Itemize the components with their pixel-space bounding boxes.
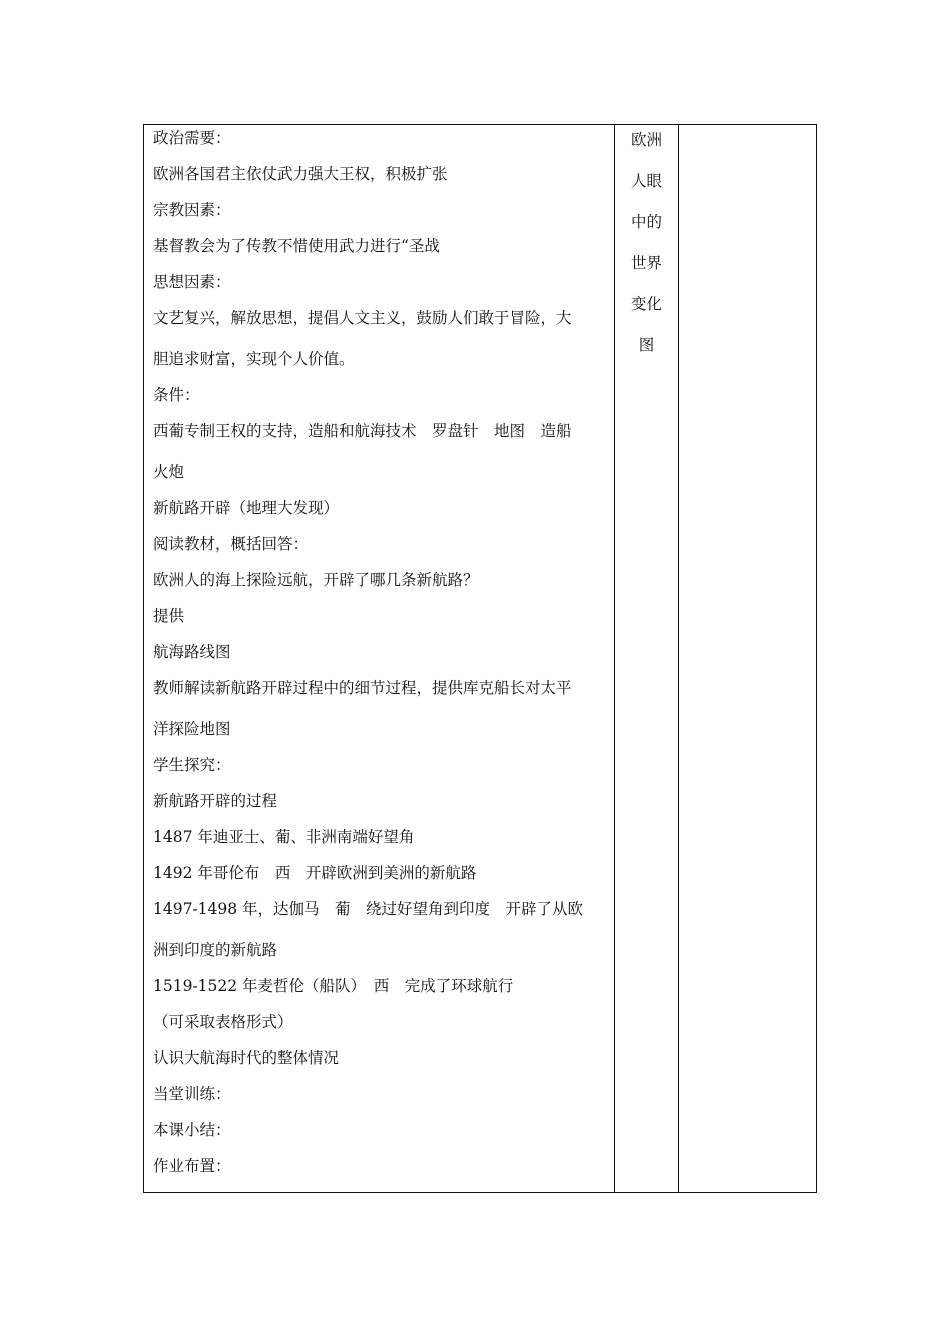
text-line: 航海路线图 — [153, 643, 231, 661]
text-line: 学生探究： — [153, 756, 231, 774]
table-row — [144, 125, 817, 1193]
text-line: 1519-1522 年麦哲伦（船队） 西 完成了环球航行 — [153, 977, 514, 995]
text-line: 洋探险地图 — [153, 720, 231, 738]
text-line: 文艺复兴，解放思想，提倡人文主义，鼓励人们敢于冒险，大 — [153, 309, 572, 327]
resource-cell — [615, 125, 679, 1193]
resource-text: 世界 — [630, 254, 662, 272]
text-line: 1487 年迪亚士、葡、非洲南端好望角 — [153, 828, 415, 846]
text-line: 思想因素： — [153, 273, 231, 291]
text-line: 新航路开辟的过程 — [153, 792, 278, 810]
resource-text: 图 — [638, 336, 655, 354]
text-line: 欧洲人的海上探险远航，开辟了哪几条新航路？ — [153, 571, 479, 589]
resource-text: 欧洲 — [630, 131, 662, 149]
text-line: 作业布置： — [153, 1157, 231, 1175]
text-line: 火炮 — [153, 463, 185, 481]
teaching-process-cell — [144, 125, 615, 1193]
notes-cell — [679, 125, 817, 1193]
text-line: 新航路开辟（地理大发现） — [153, 499, 340, 517]
text-line: 当堂训练： — [153, 1085, 231, 1103]
resource-text: 变化 — [630, 295, 662, 313]
text-line: 提供 — [153, 607, 185, 625]
text-line: 1492 年哥伦布 西 开辟欧洲到美洲的新航路 — [153, 864, 477, 882]
text-line: 认识大航海时代的整体情况 — [153, 1049, 340, 1067]
text-line: （可采取表格形式） — [153, 1013, 293, 1031]
text-line: 政治需要： — [153, 129, 231, 147]
text-line: 本课小结： — [153, 1121, 231, 1139]
resource-text: 人眼 — [630, 172, 662, 190]
text-line: 教师解读新航路开辟过程中的细节过程，提供库克船长对太平 — [153, 679, 572, 697]
text-line: 胆追求财富，实现个人价值。 — [153, 350, 355, 368]
text-line: 西葡专制王权的支持，造船和航海技术 罗盘针 地图 造船 — [153, 422, 572, 440]
text-line: 条件： — [153, 386, 200, 404]
text-line: 宗教因素： — [153, 201, 231, 219]
text-line: 阅读教材，概括回答： — [153, 535, 309, 553]
lesson-plan-table — [143, 124, 817, 1193]
resource-text: 中的 — [630, 213, 662, 231]
text-line: 1497-1498 年，达伽马 葡 绕过好望角到印度 开辟了从欧 — [153, 900, 584, 918]
text-line: 欧洲各国君主依仗武力强大王权，积极扩张 — [153, 165, 448, 183]
text-line: 基督教会为了传教不惜使用武力进行“圣战 — [153, 237, 440, 255]
text-line: 洲到印度的新航路 — [153, 941, 278, 959]
